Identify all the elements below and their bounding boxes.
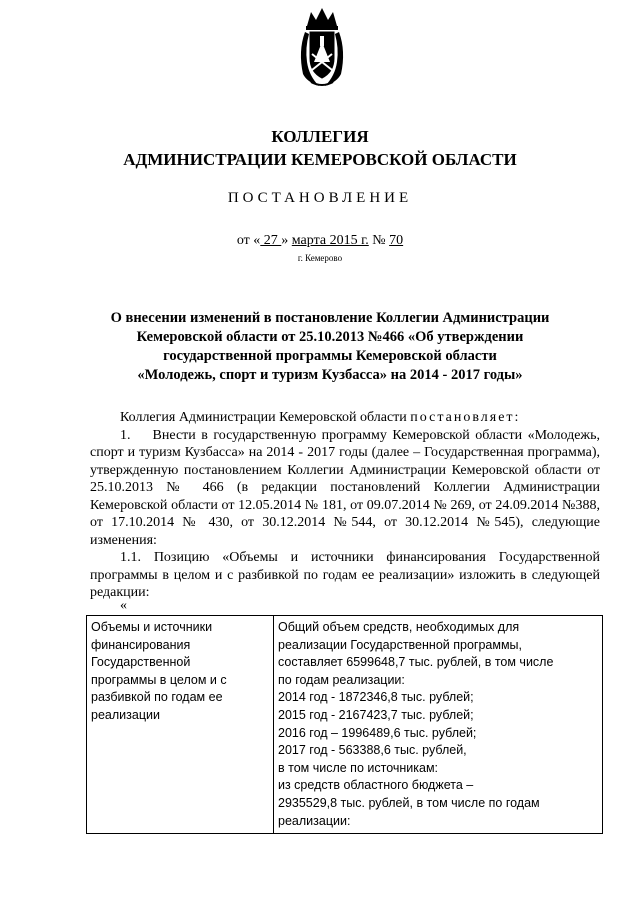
coat-of-arms-emblem (297, 6, 347, 88)
document-type: ПОСТАНОВЛЕНИЕ (227, 190, 413, 206)
paragraph-1: 1. Внести в государственную программу Кемеровской области «Молодежь, спорт и туризм Кузбасса» на 2014 - 2017 годы (далее – Государственная программа), утвержденную постановлением Коллегии Администрации Кемеровской области от 25.10.2013 № 466 (в редакции постановлений Коллегии Администрации Кемеровской области от 12.05.2014 № 181, от 09.07.2014 № 269, от 24.09.2014 №388, от 17.10.2014 № 430, от 30.12.2014 №544, от 30.12.2014 №545), следующие изменения: (90, 427, 600, 548)
cell-line: 2015 год - 2167423,7 тыс. рублей; (278, 707, 474, 722)
table-cell-label (87, 616, 274, 834)
date-day: 27 (260, 233, 282, 248)
cell-line: в том числе по источникам: (278, 760, 439, 775)
cell-line: составляет 6599648,7 тыс. рублей, в том числе (278, 655, 554, 670)
quote-mark: « (120, 598, 127, 613)
cell-line: финансирования (91, 637, 191, 652)
document-body (90, 409, 600, 602)
cell-line: разбивкой по годам ее (91, 690, 223, 705)
cell-line: по годам реализации: (278, 672, 405, 687)
document-city: г. Кемерово (297, 253, 343, 263)
cell-line: программы в целом и с (91, 672, 227, 687)
table-cell-value (274, 616, 603, 834)
lead-text: Коллегия Администрации Кемеровской области (120, 410, 411, 425)
header-title-line2: АДМИНИСТРАЦИИ КЕМЕРОВСКОЙ ОБЛАСТИ (123, 150, 517, 169)
cell-line: Государственной (91, 655, 191, 670)
cell-line: Объемы и источники (91, 620, 213, 634)
document-date-line (0, 233, 640, 249)
cell-line: 2014 год - 1872346,8 тыс. рублей; (278, 690, 474, 705)
date-month-year: марта 2015 г. (291, 233, 369, 248)
cell-line: из средств областного бюджета – (278, 778, 474, 793)
table-row (87, 616, 603, 834)
cell-line: Общий объем средств, необходимых для (278, 620, 520, 634)
subject-line: Кемеровской области от 25.10.2013 №466 «Об утверждении (136, 329, 524, 345)
paragraph-1-1: 1.1. Позицию «Объемы и источники финансирования Государственной программы в целом и с разбивкой по годам ее реализации» изложить в следующей редакции: (90, 550, 600, 600)
cell-line: 2016 год – 1996489,6 тыс. рублей; (278, 725, 477, 740)
cell-line: 2935529,8 тыс. рублей, в том числе по годам (278, 795, 540, 810)
subject-line: «Молодежь, спорт и туризм Кузбасса» на 2014 - 2017 годы» (137, 367, 523, 383)
lead-paragraph (90, 409, 600, 427)
date-prefix: от « (236, 233, 261, 248)
cell-line: реализации (91, 707, 160, 722)
subject-line: О внесении изменений в постановление Коллегии Администрации (110, 310, 550, 326)
subject-line: государственной программы Кемеровской области (163, 348, 497, 364)
header-title-line1: КОЛЛЕГИЯ (271, 127, 369, 146)
lead-verb: постановляет: (410, 410, 521, 425)
document-number: 70 (389, 233, 404, 248)
financing-table (86, 615, 603, 834)
date-mid: » (281, 233, 292, 248)
cell-line: реализации Государственной программы, (278, 637, 523, 652)
cell-line: реализации: (278, 813, 351, 828)
document-subject (100, 309, 560, 385)
number-label: № (368, 233, 390, 248)
cell-line: 2017 год - 563388,6 тыс. рублей, (278, 743, 467, 758)
